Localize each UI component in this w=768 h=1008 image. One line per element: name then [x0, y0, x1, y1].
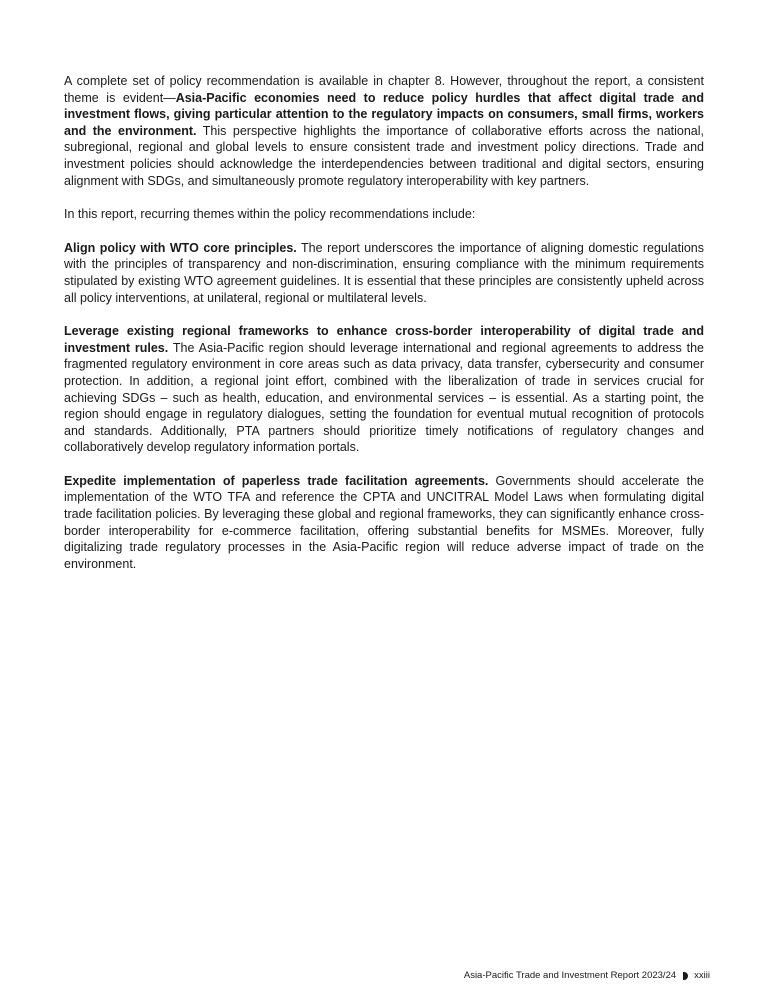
theme-heading: Align policy with WTO core principles.	[64, 240, 297, 255]
report-body	[64, 73, 704, 572]
paragraph-paperless-trade: Expedite implementation of paperless trade facilitation agreements. Governments should accelerate the implementation of the WTO TFA and reference the CPTA and UNCITRAL Model Laws when formulating digital trade facilitation policies. By leveraging these global and regional frameworks, they can significantly enhance cross-border interoperability for e-commerce facilitation, offering substantial benefits for MSMEs. Moreover, fully digitalizing trade regulatory processes in the Asia-Pacific region will reduce adverse impact of trade on the environment.	[64, 473, 704, 571]
page-footer	[464, 970, 710, 981]
theme-heading: Expedite implementation of paperless trade facilitation agreements.	[64, 473, 489, 488]
theme-heading: Leverage existing regional frameworks to enhance cross-border interoperability of digital trade and investment rules.	[64, 324, 704, 355]
paragraph-summary: A complete set of policy recommendation is available in chapter 8. However, throughout the report, a consistent theme is evident—Asia-Pacific economies need to reduce policy hurdles that affect digital trade and investment flows, giving particular attention to the regulatory impacts on consumers, small firms, workers and the environment. This perspective highlights the importance of collaborative efforts across the national, subregional, regional and global levels to ensure consistent trade and investment policy directions. Trade and investment policies should acknowledge the interdependencies between traditional and digital sectors, ensuring alignment with SDGs, and simultaneously promote regulatory interoperability with key partners.	[64, 74, 704, 188]
half-circle-separator-icon	[683, 972, 688, 980]
key-message: Asia-Pacific economies need to reduce policy hurdles that affect digital trade and investment flows, giving particular attention to the regulatory impacts on consumers, small firms, workers and the environment.	[64, 90, 704, 138]
paragraph-regional-frameworks: Leverage existing regional frameworks to enhance cross-border interoperability of digital trade and investment rules. The Asia-Pacific region should leverage international and regional agreements to address the fragmented regulatory environment in core areas such as data privacy, data transfer, cybersecurity and consumer protection. In addition, a regional joint effort, combined with the liberalization of trade in services crucial for achieving SDGs – such as health, education, and environmental services – is essential. As a starting point, the region should engage in regulatory dialogues, setting the foundation for eventual mutual recognition of protocols and standards. Additionally, PTA partners should prioritize timely notifications of regulatory changes and collaboratively develop regulatory information portals.	[64, 324, 704, 455]
report-title: Asia-Pacific Trade and Investment Report 2023/24	[463, 970, 677, 981]
page-number: xxiii	[694, 970, 710, 981]
paragraph-themes-intro: In this report, recurring themes within the policy recommendations include:	[64, 207, 476, 222]
paragraph-wto-principles: Align policy with WTO core principles. The report underscores the importance of aligning domestic regulations with the principles of transparency and non-discrimination, ensuring compliance with the minimum requirements stipulated by existing WTO agreement guidelines. It is essential that these principles are consistently upheld across all policy interventions, at unilateral, regional or multilateral levels.	[64, 240, 704, 305]
